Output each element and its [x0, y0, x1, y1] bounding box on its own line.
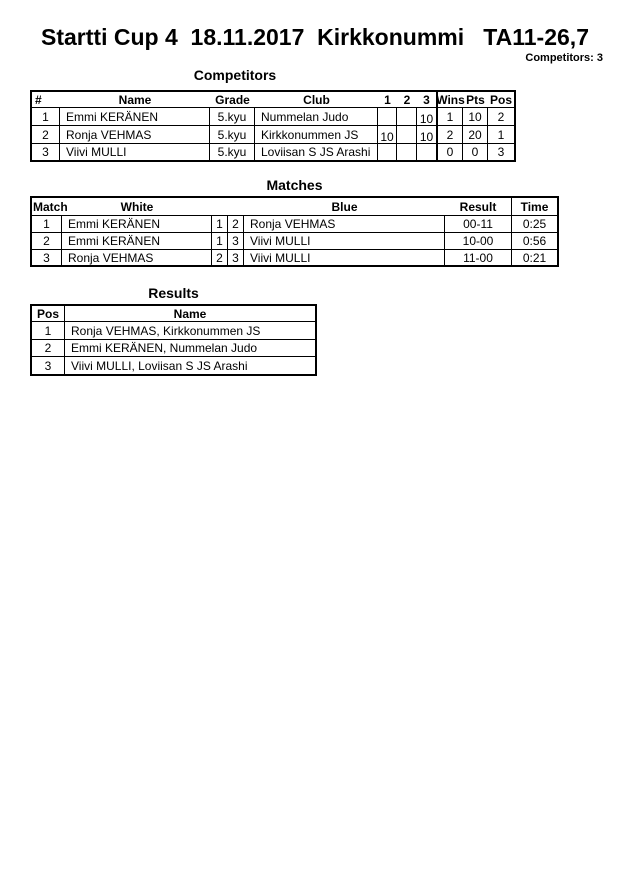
competitors-header-wins: Wins [436, 92, 465, 107]
match-time-cell: 0:56 [512, 233, 557, 250]
match-result-cell: 00-11 [445, 216, 512, 233]
result-name-cell: Emmi KERÄNEN, Nummelan Judo [65, 340, 315, 357]
matches-header-bnum [228, 198, 244, 216]
match-bnum-cell: 2 [228, 216, 244, 233]
competitor-pos-cell: 3 [497, 145, 505, 159]
competitors-header-pos: Pos [489, 92, 512, 107]
match-time-cell: 0:21 [522, 250, 547, 265]
matches-header-result: Result [445, 198, 512, 216]
match-bnum-cell: 3 [228, 250, 244, 265]
competitor-name-cell: Ronja VEHMAS [60, 126, 210, 144]
competitor-pts-cell: 0 [463, 144, 488, 160]
competitors-header-club: Club [255, 92, 378, 108]
competitor-pts-cell: 20 [463, 126, 488, 144]
competitor-round1-cell: 10 [378, 126, 397, 144]
competitor-round2-cell [397, 108, 417, 126]
results-section-title: Results [148, 285, 199, 301]
match-blue-cell: Ronja VEHMAS [244, 216, 445, 233]
matches-header-match: Match [32, 198, 62, 216]
competitors-header-grade: Grade [210, 92, 255, 108]
competitors-table [30, 90, 516, 162]
result-pos-cell: 3 [32, 357, 65, 374]
matches-header-time: Time [512, 198, 557, 216]
competitors-section-title: Competitors [193, 67, 277, 83]
competitor-pos-cell: 2 [488, 108, 514, 126]
competitor-club-cell: Kirkkonummen JS [255, 126, 378, 144]
match-num-cell: 3 [32, 250, 62, 265]
competitors-count-label: Competitors: 3 [525, 52, 603, 64]
competitor-wins-cell: 1 [436, 108, 463, 126]
competitor-round2-cell [397, 126, 417, 144]
match-time-cell: 0:25 [512, 216, 557, 233]
competitor-name-cell: Emmi KERÄNEN [60, 108, 210, 126]
competitor-wins-cell: 0 [436, 144, 463, 160]
match-white-cell: Emmi KERÄNEN [62, 216, 212, 233]
matches-header-blue: Blue [244, 198, 445, 216]
competitors-header-round2: 2 [397, 92, 417, 108]
result-name-cell: Ronja VEHMAS, Kirkkonummen JS [65, 322, 315, 340]
competitor-round3-cell [417, 144, 436, 160]
competitors-header-round1: 1 [378, 92, 397, 108]
match-wnum-cell: 2 [212, 250, 228, 265]
competitor-num-cell: 3 [32, 144, 60, 160]
competitor-club-cell: Loviisan S JS Arashi [255, 144, 378, 160]
match-wnum-cell: 1 [212, 216, 228, 233]
competitor-round2-cell [397, 144, 417, 160]
match-bnum-cell: 3 [228, 233, 244, 250]
match-wnum-cell: 1 [212, 233, 228, 250]
competitor-name-cell: Viivi MULLI [60, 144, 210, 160]
competitor-round1-cell [378, 108, 397, 126]
competitor-pos-cell: 1 [488, 126, 514, 144]
matches-table [30, 196, 559, 267]
matches-section-title: Matches [266, 177, 323, 193]
match-num-cell: 2 [32, 233, 62, 250]
competitors-header-name: Name [60, 92, 210, 108]
match-white-cell: Ronja VEHMAS [62, 250, 212, 265]
competitor-round3-cell: 10 [417, 108, 436, 126]
competitor-round3-cell: 10 [417, 126, 436, 144]
competitor-wins-cell: 2 [436, 126, 463, 144]
result-name-cell: Viivi MULLI, Loviisan S JS Arashi [71, 358, 248, 373]
match-blue-cell: Viivi MULLI [244, 233, 445, 250]
competitor-round1-cell [378, 144, 397, 160]
competitor-pts-cell: 10 [463, 108, 488, 126]
match-white-cell: Emmi KERÄNEN [62, 233, 212, 250]
match-result-cell: 10-00 [445, 233, 512, 250]
competitor-num-cell: 2 [32, 126, 60, 144]
competitors-header-round3: 3 [417, 92, 436, 108]
result-pos-cell: 2 [32, 340, 65, 357]
competitor-grade-cell: 5.kyu [210, 108, 255, 126]
competitor-num-cell: 1 [32, 108, 60, 126]
results-header-name: Name [65, 306, 315, 322]
match-num-cell: 1 [32, 216, 62, 233]
match-result-cell: 11-00 [445, 250, 512, 265]
results-header-pos: Pos [32, 306, 65, 322]
competitor-grade-cell: 5.kyu [210, 144, 255, 160]
results-table [30, 304, 317, 376]
competitors-header-num: # [32, 92, 60, 108]
competitors-header-pts: Pts [463, 92, 488, 108]
matches-header-white: White [62, 198, 212, 216]
result-pos-cell: 1 [32, 322, 65, 340]
competitor-club-cell: Nummelan Judo [255, 108, 378, 126]
matches-header-wnum [212, 198, 228, 216]
match-blue-cell: Viivi MULLI [244, 250, 445, 265]
page-title: Startti Cup 4 18.11.2017 Kirkkonummi TA11-26,7 [41, 24, 589, 50]
competitor-grade-cell: 5.kyu [210, 126, 255, 144]
